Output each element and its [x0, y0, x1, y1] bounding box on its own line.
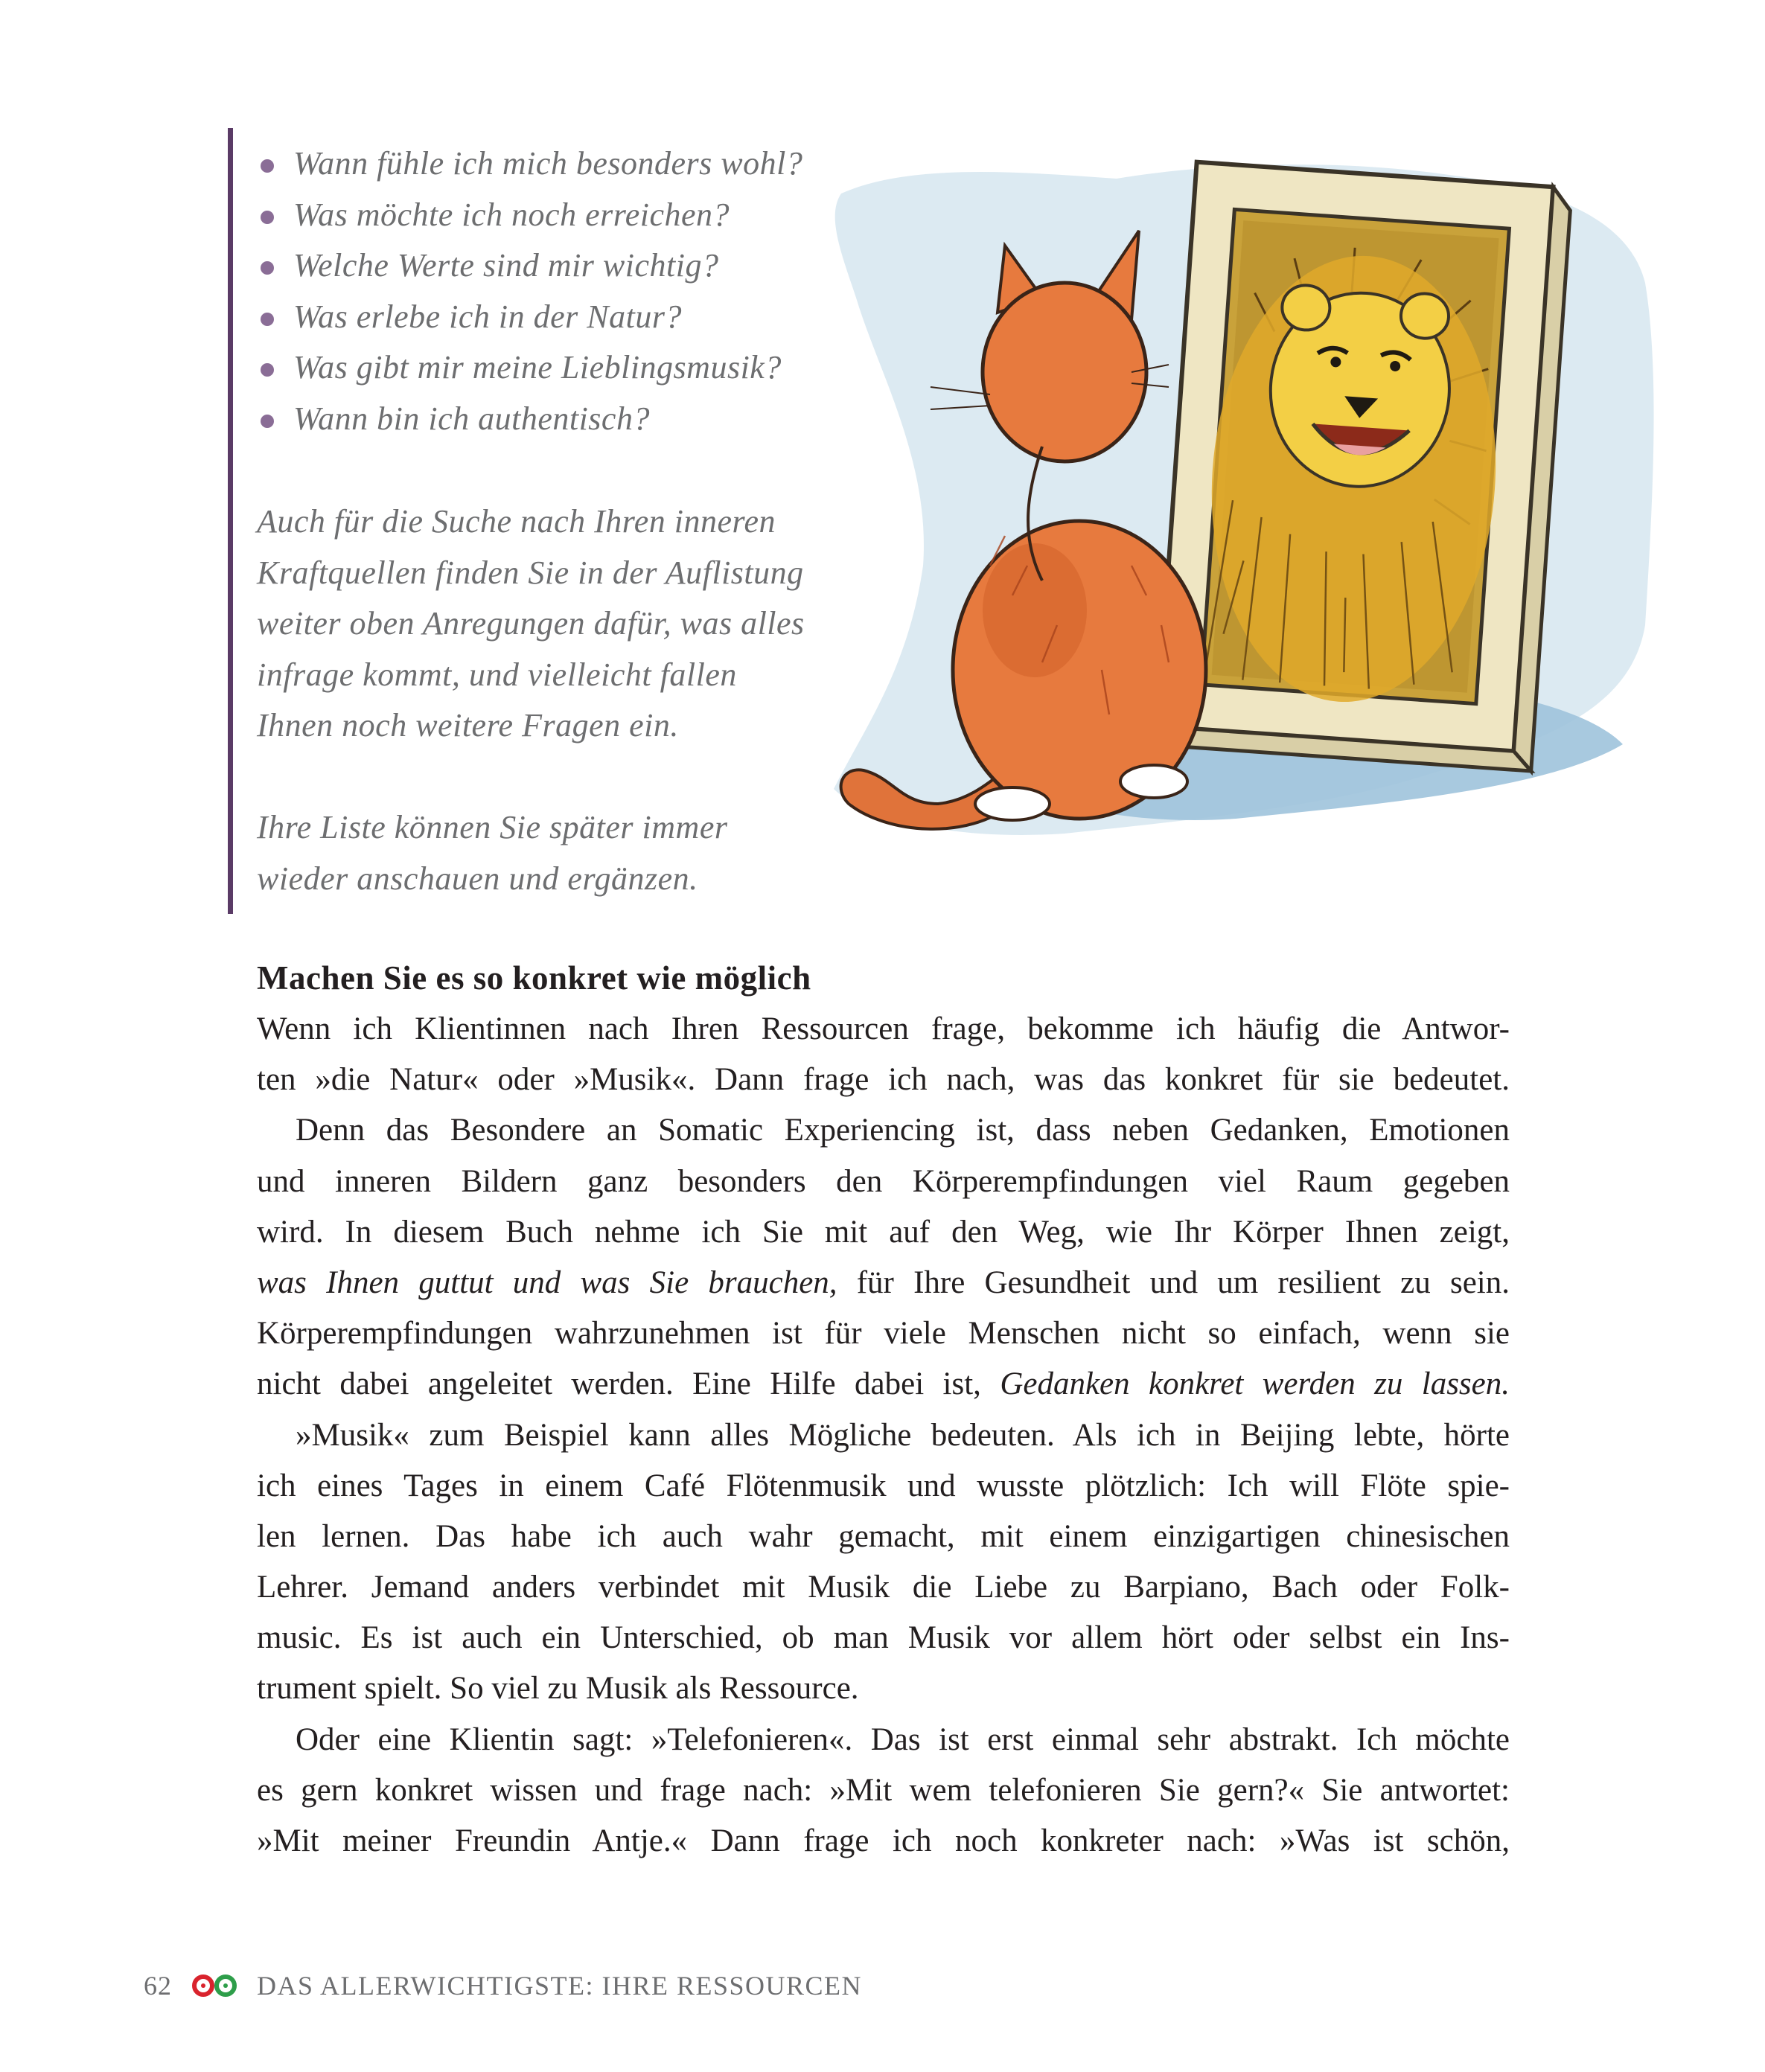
sidebar-paragraph-list: Ihre Liste können Sie später immer wieder anschauen und ergänzen. [257, 809, 728, 897]
text-line: Oder eine Klientin sagt: »Telefonieren«. Das ist erst einmal sehr abstrakt. Ich möchte [296, 1721, 1510, 1757]
page-number: 62 [144, 1971, 172, 2001]
bullet-icon [261, 313, 274, 326]
text-line: nicht dabei angeleitet werden. Eine Hilfe dabei ist, Gedanken konkret werden zu lassen. [257, 1366, 1510, 1402]
bullet-icon [261, 159, 274, 173]
list-item: Wann bin ich authentisch? [261, 394, 802, 445]
bullet-icon [261, 211, 274, 224]
text-line: trument spielt. So viel zu Musik als Ressource. [257, 1671, 859, 1707]
list-item: Was möchte ich noch erreichen? [261, 190, 802, 241]
text-line: Wenn ich Klientinnen nach Ihren Ressourcen frage, bekomme ich häufig die Antwor- [257, 1011, 1510, 1046]
infinity-loop-icon [188, 1973, 240, 1998]
list-item: Was gibt mir meine Lieblingsmusik? [261, 342, 802, 394]
body-text [257, 1004, 1510, 1867]
text-line: Denn das Besondere an Somatic Experiencing ist, dass neben Gedanken, Emotionen [296, 1113, 1510, 1148]
text-line: len lernen. Das habe ich auch wahr gemacht, mit einem einzigartigen chinesischen [257, 1518, 1510, 1554]
list-item: Wann fühle ich mich besonders wohl? [261, 138, 802, 190]
chapter-title: DAS ALLERWICHTIGSTE: IHRE RESSOURCEN [257, 1971, 863, 2001]
bullet-icon [261, 415, 274, 428]
text-line: ich eines Tages in einem Café Flötenmusik und wusste plötzlich: Ich will Flöte spie- [257, 1468, 1510, 1503]
emphasis-text: Gedanken konkret werden zu lassen. [1000, 1366, 1510, 1402]
text-line: ten »die Natur« oder »Musik«. Dann frage ich nach, was das konkret für sie bedeutet. [257, 1062, 1510, 1098]
text-line: music. Es ist auch ein Unterschied, ob man Musik vor allem hört oder selbst ein Ins- [257, 1620, 1510, 1656]
sidebar-paragraph-resources: Auch für die Suche nach Ihren inneren Kraftquellen finden Sie in der Auflistung weiter oben Anregungen dafür, was alles infrage kommt, und vielleicht fallen Ihnen noch weitere Fragen ein. [257, 503, 805, 744]
text-line: »Musik« zum Beispiel kann alles Mögliche bedeuten. Als ich in Beijing lebte, hörte [296, 1417, 1510, 1453]
section-heading: Machen Sie es so konkret wie möglich [257, 959, 811, 997]
text-line: es gern konkret wissen und frage nach: »Mit wem telefonieren Sie gern?« Sie antwortet: [257, 1772, 1510, 1808]
text-line: Körperempfindungen wahrzunehmen ist für viele Menschen nicht so einfach, wenn sie [257, 1316, 1510, 1352]
page-footer [144, 1963, 862, 2008]
text-line: und inneren Bildern ganz besonders den Körperempfindungen viel Raum gegeben [257, 1163, 1510, 1199]
bullet-icon [261, 261, 274, 275]
text-line: was Ihnen guttut und was Sie brauchen, für Ihre Gesundheit und um resilient zu sein. [257, 1264, 1510, 1300]
bullet-icon [261, 363, 274, 377]
sidebar-accent-rule [228, 128, 233, 914]
text-line: wird. In diesem Buch nehme ich Sie mit auf den Weg, wie Ihr Körper Ihnen zeigt, [257, 1214, 1510, 1250]
text-line: »Mit meiner Freundin Antje.« Dann frage ich noch konkreter nach: »Was ist schön, [257, 1823, 1510, 1858]
text-line: Lehrer. Jemand anders verbindet mit Musik die Liebe zu Barpiano, Bach oder Folk- [257, 1570, 1510, 1605]
list-item: Welche Werte sind mir wichtig? [261, 240, 802, 292]
cat-mirror-lion-illustration [819, 149, 1675, 893]
question-list [261, 138, 802, 444]
emphasis-text: was Ihnen guttut und was Sie brauchen, [257, 1264, 837, 1300]
list-item: Was erlebe ich in der Natur? [261, 292, 802, 343]
